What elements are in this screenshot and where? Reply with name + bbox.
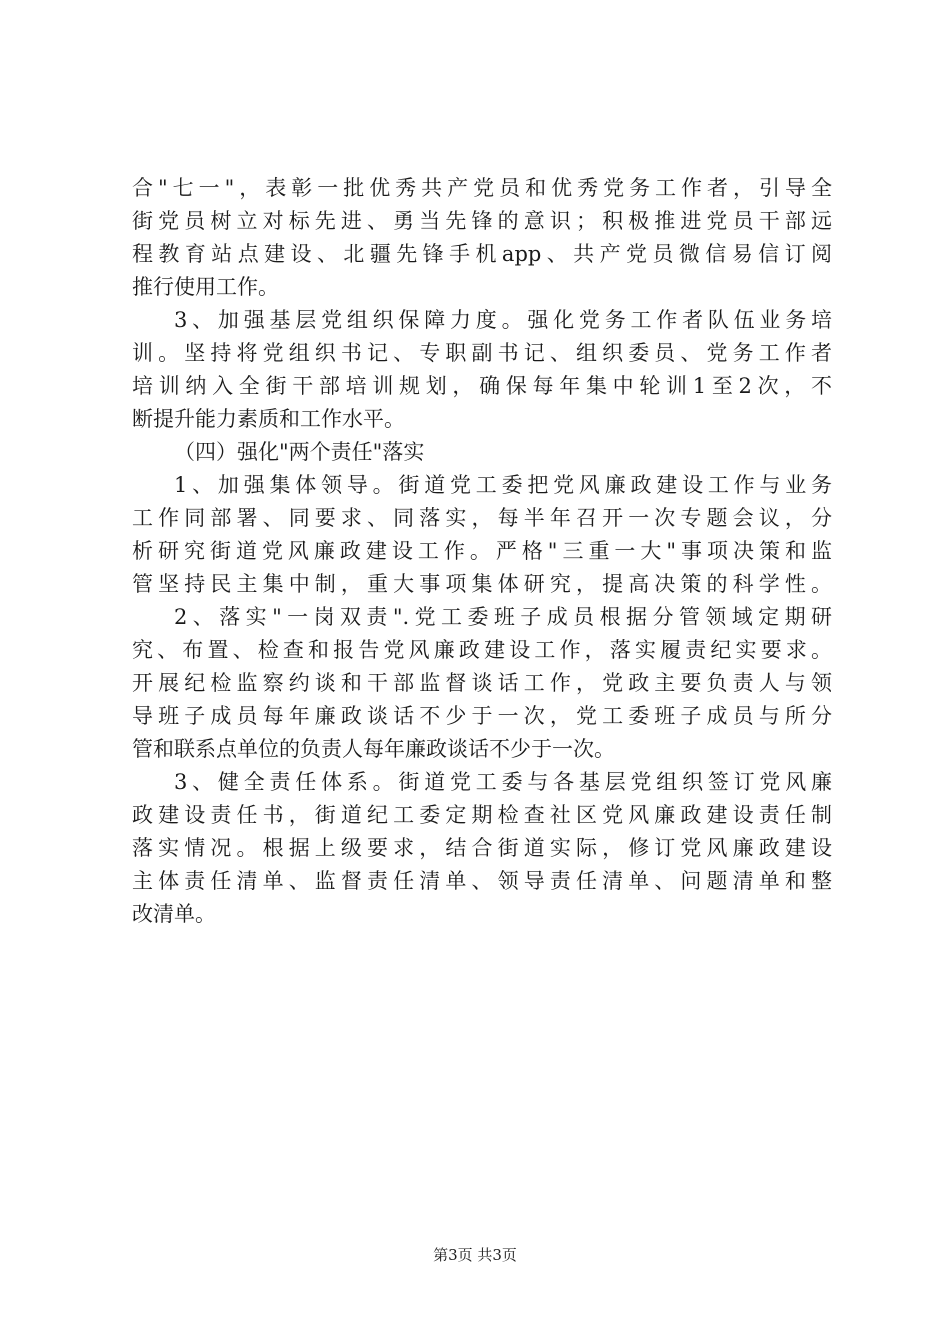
- text-line: 训。坚持将党组织书记、专职副书记、组织委员、党务工作者: [132, 341, 832, 365]
- text-line: 政建设责任书，街道纪工委定期检查社区党风廉政建设责任制: [132, 803, 832, 827]
- text-line: 2、落实"一岗双责".党工委班子成员根据分管领域定期研: [174, 605, 832, 629]
- text-line: 管坚持民主集中制，重大事项集体研究，提高决策的科学性。: [132, 572, 832, 596]
- paragraph-3-guarantee: [132, 304, 832, 436]
- text-line: 析研究街道党风廉政建设工作。严格"三重一大"事项决策和监: [132, 539, 832, 563]
- paragraph-1-collective: [132, 469, 832, 601]
- section-heading: （四）强化"两个责任"落实: [174, 440, 425, 464]
- text-line: 培训纳入全街干部培训规划，确保每年集中轮训1至2次，不: [132, 374, 832, 398]
- text-line: 导班子成员每年廉政谈话不少于一次，党工委班子成员与所分: [132, 704, 832, 728]
- paragraph-2-dual: [132, 601, 832, 766]
- page-number-footer: 第3页 共3页: [433, 1246, 517, 1264]
- text-line: 3、加强基层党组织保障力度。强化党务工作者队伍业务培: [174, 308, 832, 332]
- document-body: [132, 172, 832, 931]
- text-line: 合"七一"，表彰一批优秀共产党员和优秀党务工作者，引导全: [132, 176, 832, 200]
- text-line: 推行使用工作。: [132, 275, 279, 299]
- paragraph-continuation: [132, 172, 832, 304]
- text-line: 3、健全责任体系。街道党工委与各基层党组织签订党风廉: [174, 770, 832, 794]
- paragraph-3-system: [132, 766, 832, 931]
- text-line: 究、布置、检查和报告党风廉政建设工作，落实履责纪实要求。: [132, 638, 832, 662]
- text-line: 断提升能力素质和工作水平。: [132, 407, 405, 431]
- text-line: 改清单。: [132, 902, 216, 926]
- section-heading-4: [132, 436, 832, 469]
- text-line: 开展纪检监察约谈和干部监督谈话工作，党政主要负责人与领: [132, 671, 832, 695]
- text-line: 主体责任清单、监督责任清单、领导责任清单、问题清单和整: [132, 869, 832, 893]
- text-line: 工作同部署、同要求、同落实，每半年召开一次专题会议，分: [132, 506, 832, 530]
- text-line: 街党员树立对标先进、勇当先锋的意识；积极推进党员干部远: [132, 209, 832, 233]
- text-line: 1、加强集体领导。街道党工委把党风廉政建设工作与业务: [174, 473, 832, 497]
- text-line: 程教育站点建设、北疆先锋手机app、共产党员微信易信订阅: [132, 242, 832, 266]
- text-line: 管和联系点单位的负责人每年廉政谈话不少于一次。: [132, 737, 615, 761]
- text-line: 落实情况。根据上级要求，结合街道实际，修订党风廉政建设: [132, 836, 832, 860]
